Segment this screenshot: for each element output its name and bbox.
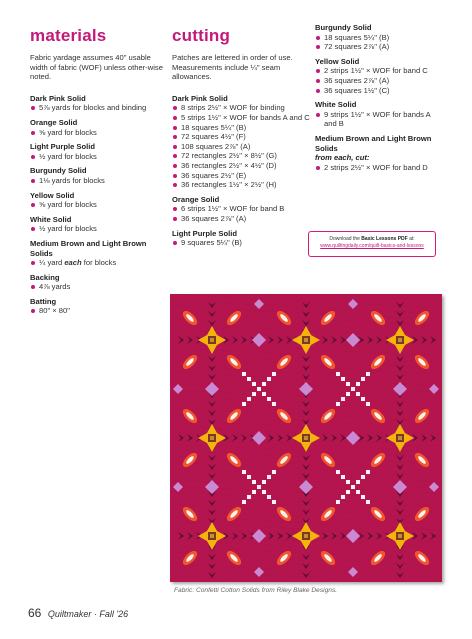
material-name: White Solid <box>30 214 72 224</box>
quilt-checker <box>366 402 370 406</box>
cutting-item: 8 strips 2½" × WOF for binding <box>172 103 310 113</box>
material-group <box>30 94 168 113</box>
quilt-checker <box>341 377 345 381</box>
cutting-item: 36 squares 2⅞" (A) <box>315 76 445 86</box>
cutting-group <box>315 23 445 52</box>
quilt-checker <box>257 485 261 489</box>
quilt-checker <box>252 490 256 494</box>
cutting-item: 108 squares 2⅞" (A) <box>172 142 310 152</box>
quilt-checker <box>252 382 256 386</box>
quilt-checker <box>262 392 266 396</box>
cutting-item: 72 squares 2⅞" (A) <box>315 42 445 52</box>
quilt-checker <box>351 387 355 391</box>
quilt-checker <box>267 475 271 479</box>
quilt-checker <box>336 402 340 406</box>
material-item: ½ yard for blocks <box>30 152 168 162</box>
cutting-group <box>315 100 445 129</box>
page-footer <box>28 606 128 620</box>
cutting-group <box>315 57 445 95</box>
material-name: Backing <box>30 272 60 282</box>
cutting-item: 36 squares 2½" (E) <box>172 171 310 181</box>
page-number: 66 <box>28 606 42 620</box>
material-group <box>30 142 168 161</box>
download-post: at: <box>407 236 415 242</box>
quilt-checker <box>247 377 251 381</box>
quilt-checker <box>361 495 365 499</box>
cutting-fabric-name: Medium Brown and Light Brown Solids <box>315 133 432 153</box>
photo-caption: Fabric: Confetti Cotton Solids from Riley Blake Designs. <box>174 587 338 594</box>
material-item <box>30 258 168 268</box>
quilt-star-center-inner <box>304 534 308 538</box>
download-pre: Download the <box>329 236 362 242</box>
quilt-checker <box>356 480 360 484</box>
quilt-checker <box>267 495 271 499</box>
material-item: 1⅛ yards for blocks <box>30 176 168 186</box>
cutting-continued-column <box>315 23 445 177</box>
quilt-checker <box>366 372 370 376</box>
quilt-checker <box>272 470 276 474</box>
material-item: ⅝ yard for blocks <box>30 200 168 210</box>
quilt-checker <box>247 475 251 479</box>
quilt-checker <box>242 372 246 376</box>
quilt-checker <box>346 480 350 484</box>
cutting-item: 5 strips 1½" × WOF for bands A and C <box>172 113 310 123</box>
quilt-star-center-inner <box>398 534 402 538</box>
quilt-checker <box>247 495 251 499</box>
quilt-checker <box>262 480 266 484</box>
material-name: Burgundy Solid <box>30 166 87 176</box>
cutting-item: 18 squares 5¼" (B) <box>315 33 445 43</box>
quilt-checker <box>252 392 256 396</box>
quilt-photo <box>170 294 442 582</box>
quilt-checker <box>336 500 340 504</box>
cutting-intro: Patches are lettered in order of use. Measurements include ¼" seam allowances. <box>172 53 293 82</box>
quilt-checker <box>341 475 345 479</box>
quilt-checker <box>272 372 276 376</box>
material-item-post: for blocks <box>81 258 117 268</box>
cutting-item: 72 rectangles 2½" × 8½" (G) <box>172 151 310 161</box>
material-group <box>30 166 168 185</box>
cutting-column <box>172 26 310 253</box>
cutting-group <box>315 134 445 172</box>
cutting-item: 9 squares 5¼" (B) <box>172 238 310 248</box>
quilt-checker <box>247 397 251 401</box>
cutting-item: 36 squares 1½" (C) <box>315 86 445 96</box>
quilt-checker <box>252 480 256 484</box>
material-item: 4⅞ yards <box>30 282 168 292</box>
cutting-item: 18 squares 5¼" (B) <box>172 123 310 133</box>
material-group <box>30 239 168 268</box>
quilt-star-center-inner <box>304 338 308 342</box>
download-bold: Basic Lessons PDF <box>361 236 408 242</box>
quilt-star-center-inner <box>304 436 308 440</box>
cutting-fabric-name: Dark Pink Solid <box>172 93 228 103</box>
quilt-checker <box>346 392 350 396</box>
quilt-star-center-inner <box>210 534 214 538</box>
quilt-star-center-inner <box>398 338 402 342</box>
quilt-checker <box>267 377 271 381</box>
cutting-fabric-name: Light Purple Solid <box>172 228 237 238</box>
quilt-star-center-inner <box>398 436 402 440</box>
quilt-checker <box>336 372 340 376</box>
quilt-checker <box>242 500 246 504</box>
material-item: 80" × 80" <box>30 306 168 316</box>
material-name: Batting <box>30 296 57 306</box>
magazine-issue: Quiltmaker · Fall '26 <box>47 609 129 619</box>
quilt-checker <box>341 495 345 499</box>
cutting-item: 9 strips 1½" × WOF for bands A and B <box>315 110 445 129</box>
material-item: ½ yard for blocks <box>30 224 168 234</box>
material-name: Yellow Solid <box>30 190 75 200</box>
material-group <box>30 297 168 316</box>
quilt-checker <box>272 402 276 406</box>
quilt-checker <box>272 500 276 504</box>
cutting-group <box>172 195 310 224</box>
quilt-checker <box>361 397 365 401</box>
cutting-sub-instruction: from each, cut: <box>315 153 370 163</box>
material-name: Orange Solid <box>30 117 78 127</box>
cutting-heading: cutting <box>172 26 231 45</box>
material-item-pre: ¼ yard <box>39 258 65 268</box>
material-group <box>30 273 168 292</box>
cutting-item: 72 squares 4½" (F) <box>172 132 310 142</box>
quilt-checker <box>336 470 340 474</box>
material-name: Dark Pink Solid <box>30 93 86 103</box>
cutting-fabric-name: Burgundy Solid <box>315 23 372 32</box>
quilt-checker <box>262 382 266 386</box>
quilt-checker <box>242 402 246 406</box>
materials-intro: Fabric yardage assumes 40" usable width of fabric (WOF) unless other-wise noted. <box>30 53 163 82</box>
quilt-checker <box>341 397 345 401</box>
cutting-fabric-name: White Solid <box>315 100 357 110</box>
cutting-group <box>172 229 310 248</box>
quilt-checker <box>356 392 360 396</box>
quilt-checker <box>361 377 365 381</box>
quilt-checker <box>262 490 266 494</box>
material-group <box>30 191 168 210</box>
material-item-emphasis: each <box>64 258 82 268</box>
quilt-checker <box>267 397 271 401</box>
quilt-star-center-inner <box>210 436 214 440</box>
cutting-item: 2 strips 1½" × WOF for band C <box>315 66 445 76</box>
cutting-group <box>172 94 310 190</box>
material-name: Light Purple Solid <box>30 142 95 152</box>
quilt-checker <box>361 475 365 479</box>
quilt-checker <box>242 470 246 474</box>
download-callout <box>308 231 436 257</box>
quilt-checker <box>346 382 350 386</box>
material-group <box>30 215 168 234</box>
material-group <box>30 118 168 137</box>
quilt-checker <box>356 382 360 386</box>
materials-column <box>30 26 168 321</box>
quilt-checker <box>351 485 355 489</box>
download-link[interactable]: www.quiltingdaily.com/quilt-basics-and-lessons <box>320 243 424 249</box>
quilt-checker <box>366 470 370 474</box>
cutting-item: 36 rectangles 2½" × 4½" (D) <box>172 161 310 171</box>
cutting-item: 36 rectangles 1½" × 2½" (H) <box>172 180 310 190</box>
materials-heading: materials <box>30 26 107 45</box>
cutting-fabric-name: Yellow Solid <box>315 56 360 66</box>
download-text <box>309 236 435 243</box>
quilt-checker <box>257 387 261 391</box>
quilt-checker <box>366 500 370 504</box>
cutting-item: 6 strips 1½" × WOF for band B <box>172 204 310 214</box>
material-item: 5⅞ yards for blocks and binding <box>30 103 168 113</box>
material-item: ⅝ yard for blocks <box>30 128 168 138</box>
quilt-checker <box>356 490 360 494</box>
cutting-item: 2 strips 2½" × WOF for band D <box>315 163 445 173</box>
material-name: Medium Brown and Light Brown Solids <box>30 238 147 258</box>
cutting-fabric-name: Orange Solid <box>172 194 220 204</box>
cutting-item: 36 squares 2⅞" (A) <box>172 214 310 224</box>
quilt-checker <box>346 490 350 494</box>
quilt-star-center-inner <box>210 338 214 342</box>
